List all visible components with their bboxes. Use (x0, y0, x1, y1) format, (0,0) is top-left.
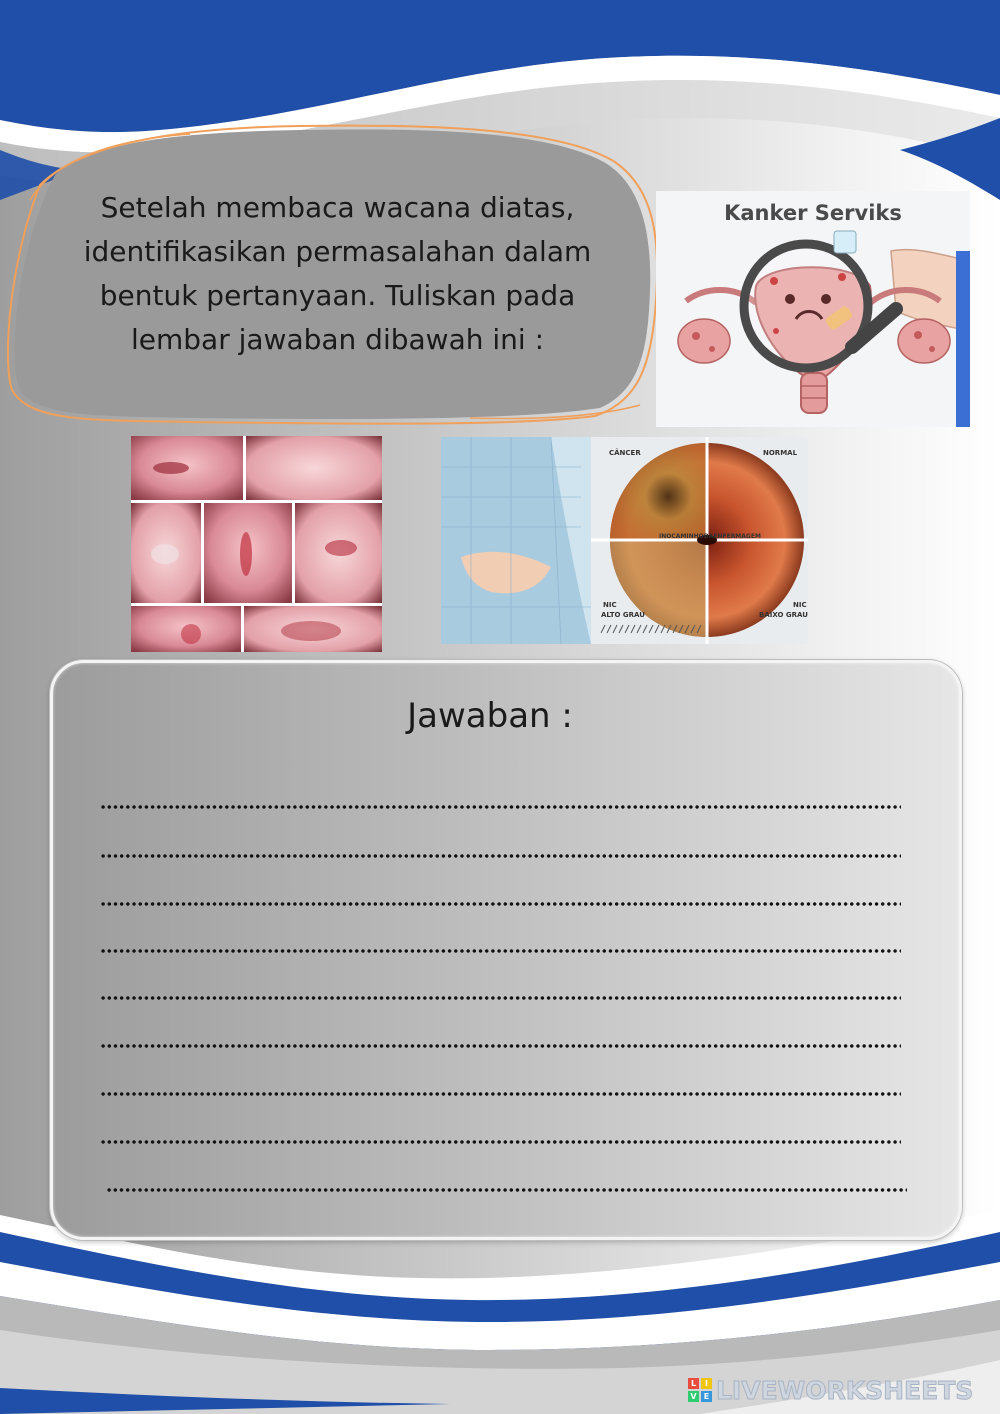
answer-line-4[interactable] (100, 948, 901, 954)
label-baixo-grau: BAIXO GRAU (759, 611, 808, 619)
instruction-line: lembar jawaban dibawah ini : (130, 323, 545, 356)
answer-line-3[interactable] (100, 901, 901, 907)
label-center-watermark: INOCAMINHODAENFERMAGEM (659, 533, 761, 540)
label-nic-right: NIC (793, 601, 807, 609)
logo-letter: V (688, 1391, 699, 1402)
label-nic-left: NIC (603, 601, 617, 609)
liveworksheets-logo-icon (688, 1378, 712, 1402)
brand-text: LIVEWORKSHEETS (716, 1375, 974, 1405)
liveworksheets-brand (688, 1376, 973, 1404)
answer-heading: Jawaban : (407, 696, 573, 736)
instruction-line: identifikasikan permasalahan dalam (83, 235, 592, 268)
answer-line-8[interactable] (100, 1139, 901, 1145)
label-cancer: CÂNCER (609, 449, 641, 457)
answer-line-7[interactable] (100, 1091, 901, 1097)
kanker-serviks-illustration (656, 191, 970, 427)
answer-line-2[interactable] (100, 853, 901, 859)
logo-letter: L (688, 1378, 699, 1389)
instruction-line: Setelah membaca wacana diatas, (100, 191, 575, 224)
uterus-magnifier-drawing (656, 191, 970, 427)
label-normal: NORMAL (763, 449, 798, 457)
label-alto-grau: ALTO GRAU (601, 611, 645, 619)
answer-line-9[interactable] (106, 1187, 907, 1193)
answer-line-6[interactable] (100, 1043, 901, 1049)
answer-line-5[interactable] (100, 995, 901, 1001)
instruction-text (55, 186, 620, 362)
instruction-line: bentuk pertanyaan. Tuliskan pada (99, 279, 576, 312)
logo-letter: E (701, 1391, 712, 1402)
kanker-serviks-title: Kanker Serviks (724, 201, 902, 225)
logo-letter: I (701, 1378, 712, 1389)
colposcopy-tiles (131, 436, 382, 652)
cervical-comparison-photo (441, 437, 808, 644)
colposcopy-collage-photo (131, 436, 382, 652)
answer-line-1[interactable] (100, 804, 901, 810)
